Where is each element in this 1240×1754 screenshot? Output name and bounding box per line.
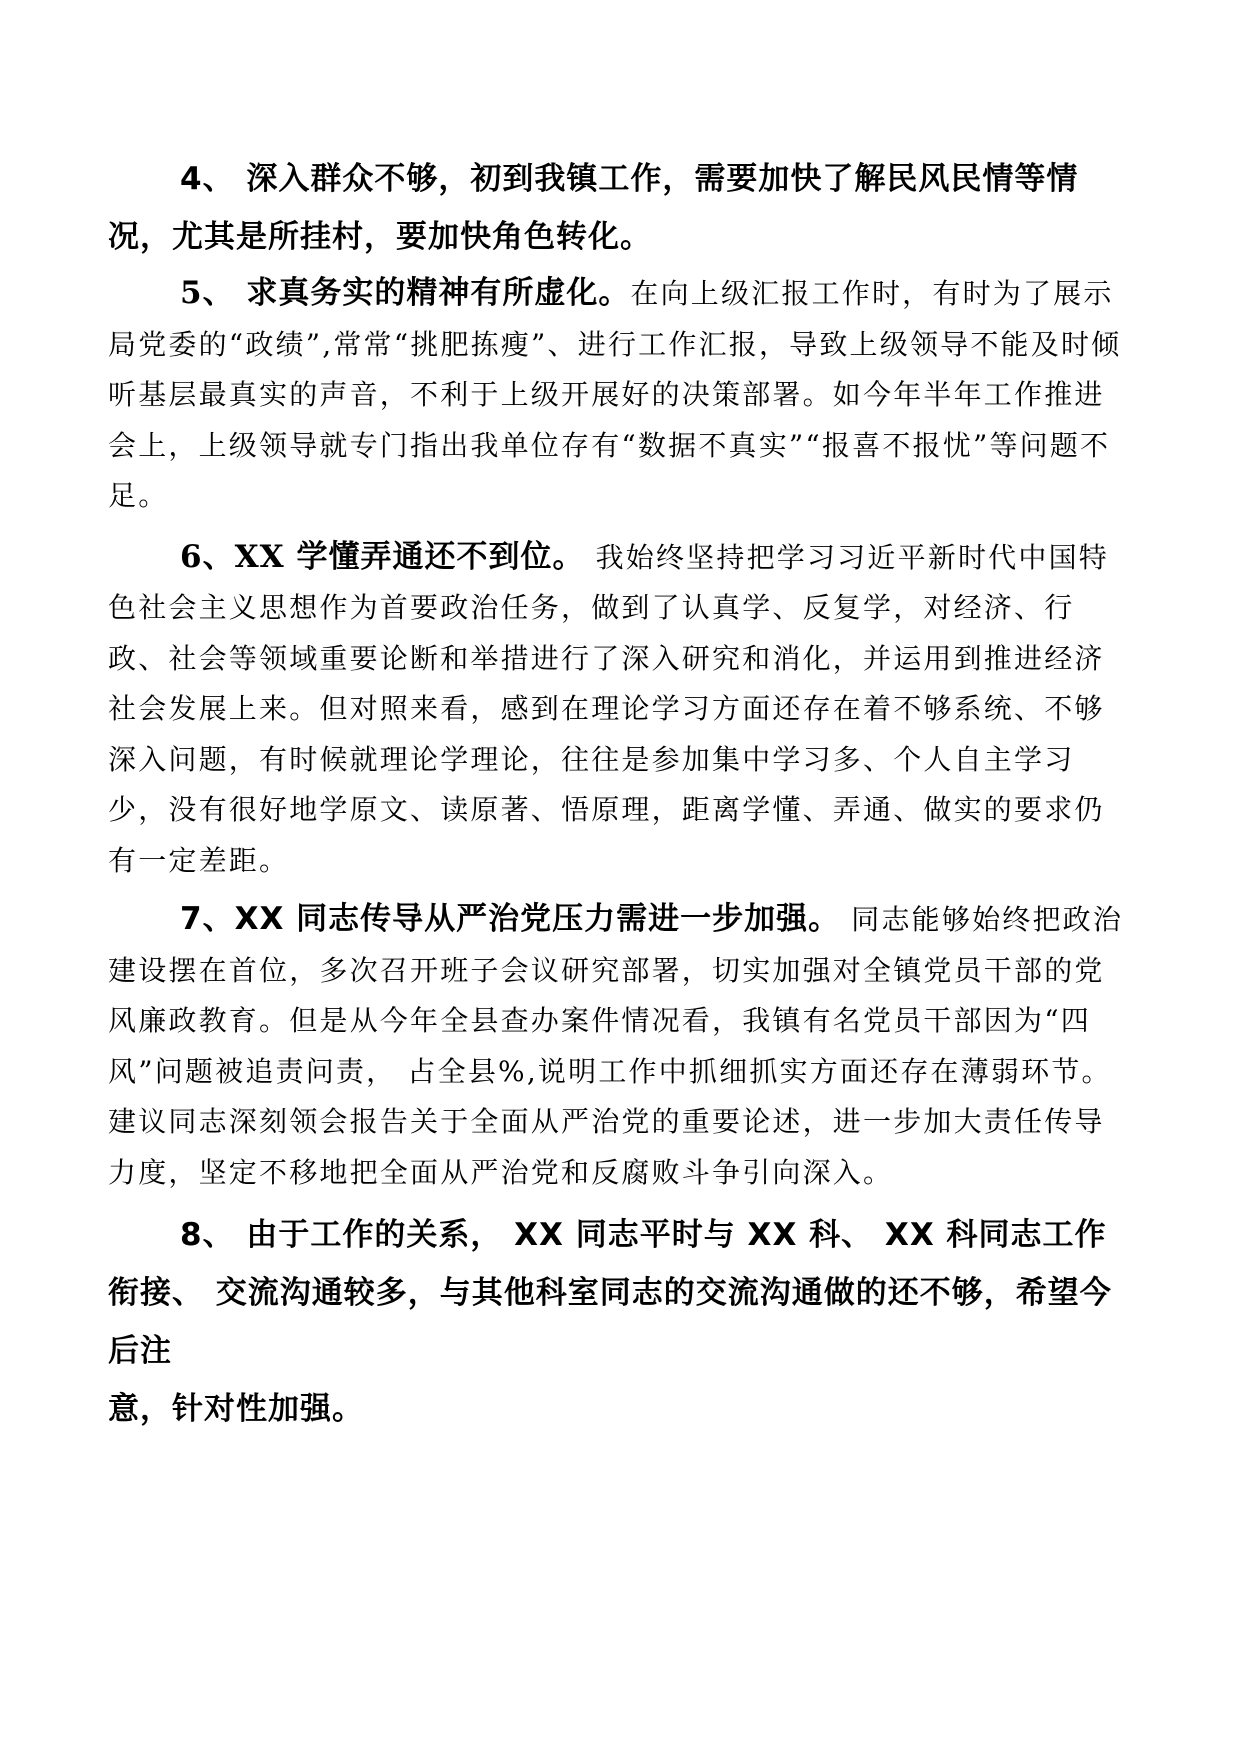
- item-7-heading: 7、XX 同志传导从严治党压力需进一步加强。: [180, 901, 841, 937]
- item-5-paragraph: [108, 268, 1130, 522]
- item-5-body: 在向上级汇报工作时，有时为了展示局党委的“政绩”,常常“挑肥拣瘦”、进行工作汇报，导致上级领导不能及时倾听基层最真实的声音，不利于上级开展好的决策部署。如今年半年工作推进会上，上级领导就专门指出我单位存有“数据不真实”“报喜不报忧”等问题不足。: [108, 277, 1122, 512]
- item-8-text-line1: 8、 由于工作的关系， XX 同志平时与 XX 科、 XX 科同志工作衔接、 交流沟通较多，与其他科室同志的交流沟通做的还不够，希望今后注: [108, 1217, 1112, 1369]
- item-8-paragraph: [108, 1206, 1130, 1438]
- item-5-heading: 5、 求真务实的精神有所虚化。: [180, 275, 631, 311]
- item-7-paragraph: [108, 894, 1130, 1198]
- item-6-paragraph: [108, 532, 1130, 887]
- item-4-paragraph: 4、 深入群众不够，初到我镇工作，需要加快了解民风民情等情况，尤其是所挂村，要加快角色转化。: [108, 161, 1079, 255]
- item-6-body: 我始终坚持把学习习近平新时代中国特色社会主义思想作为首要政治任务，做到了认真学、反复学，对经济、行政、社会等领域重要论断和举措进行了深入研究和消化，并运用到推进经济社会发展上来。但对照来看，感到在理论学习方面还存在着不够系统、不够深入问题，有时候就理论学理论，往往是参加集中学习多、个人自主学习少，没有很好地学原文、读原著、悟原理，距离学懂、弄通、做实的要求仍有一定差距。: [108, 540, 1109, 877]
- item-8-text-line2: 意，针对性加强。: [108, 1391, 364, 1427]
- item-7-body: 同志能够始终把政治建设摆在首位，多次召开班子会议研究部署，切实加强对全镇党员干部的党风廉政教育。但是从今年全县查办案件情况看，我镇有名党员干部因为“四风”问题被追责问责， 占全县%,说明工作中抓细抓实方面还存在薄弱环节。建议同志深刻领会报告关于全面从严治党的重要论述，进一步加大责任传导力度，坚定不移地把全面从严治党和反腐败斗争引向深入。: [108, 903, 1124, 1189]
- item-6-heading: 6、XX 学懂弄通还不到位。: [180, 538, 585, 575]
- document-page: [108, 150, 1130, 1438]
